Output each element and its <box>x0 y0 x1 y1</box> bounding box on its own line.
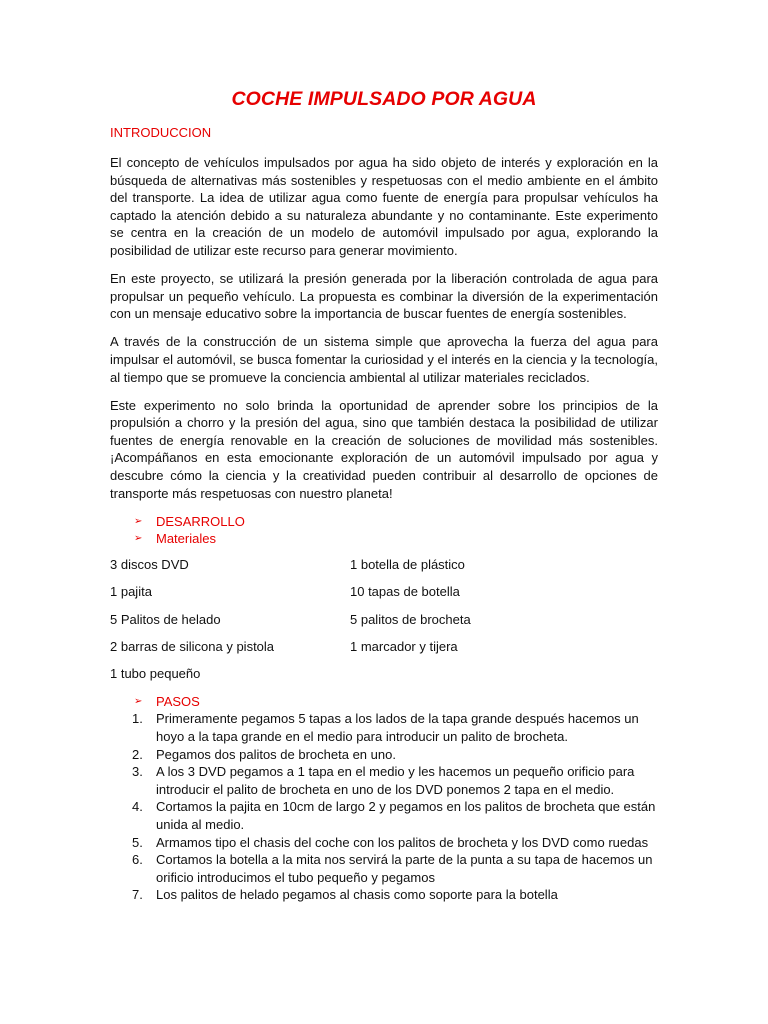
materials-row <box>110 665 658 683</box>
document-page <box>110 88 658 904</box>
intro-paragraph-2: En este proyecto, se utilizará la presión generada por la liberación controlada de agua para propulsar un pequeño vehículo. La propuesta es combinar la diversión de la experimentación con un mensaje educativo sobre la importancia de buscar fuentes de energía sostenibles. <box>110 271 658 322</box>
intro-paragraph-3: A través de la construcción de un sistema simple que aprovecha la fuerza del agua para impulsar el automóvil, se busca fomentar la curiosidad y el interés en la ciencia y la tecnología, al tiempo que se promueve la conciencia ambiental al utilizar materiales reciclados. <box>110 334 658 385</box>
material-item: 10 tapas de botella <box>350 584 460 600</box>
step-item <box>110 798 658 833</box>
step-number: 1. <box>132 711 143 727</box>
step-text: Cortamos la botella a la mita nos servirá la parte de la punta a su tapa de hacemos un orificio introducimos el tubo pequeño y pegamos <box>156 852 653 885</box>
material-item: 1 pajita <box>110 584 152 600</box>
pasos-label: PASOS <box>156 693 200 709</box>
step-text: Pegamos dos palitos de brocheta en uno. <box>156 746 396 762</box>
step-text: A los 3 DVD pegamos a 1 tapa en el medio y les hacemos un pequeño orificio para introducir el palito de brocheta en uno de los DVD ponemos 2 tapa en el medio. <box>156 764 635 797</box>
arrow-bullet-icon: ➢ <box>134 515 143 527</box>
step-item <box>110 851 658 886</box>
step-number: 4. <box>132 799 143 815</box>
materials-row <box>110 611 658 629</box>
intro-heading: INTRODUCCION <box>110 125 212 140</box>
materials-list <box>110 556 658 683</box>
steps-list <box>110 710 658 904</box>
desarrollo-label: DESARROLLO <box>156 513 245 529</box>
step-text: Primeramente pegamos 5 tapas a los lados de la tapa grande después hacemos un hoyo a la tapa grande en el medio para introducir un palito de brocheta. <box>156 711 639 745</box>
step-text: Los palitos de helado pegamos al chasis como soporte para la botella <box>156 887 558 903</box>
materiales-label: Materiales <box>156 531 216 547</box>
step-text: Armamos tipo el chasis del coche con los palitos de brocheta y los DVD como ruedas <box>156 834 649 850</box>
document-title: COCHE IMPULSADO POR AGUA <box>231 88 537 110</box>
material-item: 3 discos DVD <box>110 556 189 572</box>
bullet-materiales <box>110 530 658 548</box>
step-item <box>110 886 658 904</box>
arrow-bullet-icon: ➢ <box>134 533 143 545</box>
bullet-desarrollo <box>110 513 658 531</box>
material-item: 1 botella de plástico <box>350 556 465 572</box>
materials-row <box>110 638 658 656</box>
step-item <box>110 710 658 745</box>
step-number: 5. <box>132 834 143 850</box>
materials-row <box>110 556 658 574</box>
step-text: Cortamos la pajita en 10cm de largo 2 y pegamos en los palitos de brocheta que están unida al medio. <box>156 799 656 832</box>
material-item: 1 tubo pequeño <box>110 666 201 682</box>
step-number: 3. <box>132 764 143 780</box>
step-number: 2. <box>132 746 143 762</box>
arrow-bullet-icon: ➢ <box>134 695 143 707</box>
pasos-heading <box>110 693 658 711</box>
materials-row <box>110 583 658 601</box>
intro-paragraph-1: El concepto de vehículos impulsados por agua ha sido objeto de interés y exploración en la búsqueda de alternativas más sostenibles y respetuosas con el medio ambiente en el ámbito del transporte. La idea de utilizar agua como fuente de energía para propulsar vehículos ha captado la atención debido a su naturaleza abundante y no contaminante. Este experimento se centra en la creación de un modelo de automóvil impulsado por agua, explorando la posibilidad de utilizar este recurso para generar movimiento. <box>110 155 658 258</box>
material-item: 5 palitos de brocheta <box>350 611 471 627</box>
step-item <box>110 746 658 764</box>
material-item: 5 Palitos de helado <box>110 611 221 627</box>
step-number: 6. <box>132 852 143 868</box>
section-bullets <box>110 513 658 548</box>
material-item <box>350 665 650 683</box>
material-item: 2 barras de silicona y pistola <box>110 639 275 655</box>
intro-paragraph-4: Este experimento no solo brinda la oportunidad de aprender sobre los principios de la propulsión a chorro y la presión del agua, sino que también destaca la posibilidad de utilizar fuentes de energía renovable en la creación de soluciones de movilidad más sostenibles. ¡Acompáñanos en esta emocionante exploración de un automóvil impulsado por agua y descubre cómo la ciencia y la creatividad pueden contribuir al desarrollo de opciones de transporte más respetuosas con nuestro planeta! <box>110 397 658 501</box>
material-item: 1 marcador y tijera <box>350 639 458 655</box>
step-item <box>110 834 658 852</box>
step-item <box>110 763 658 798</box>
step-number: 7. <box>132 887 143 903</box>
